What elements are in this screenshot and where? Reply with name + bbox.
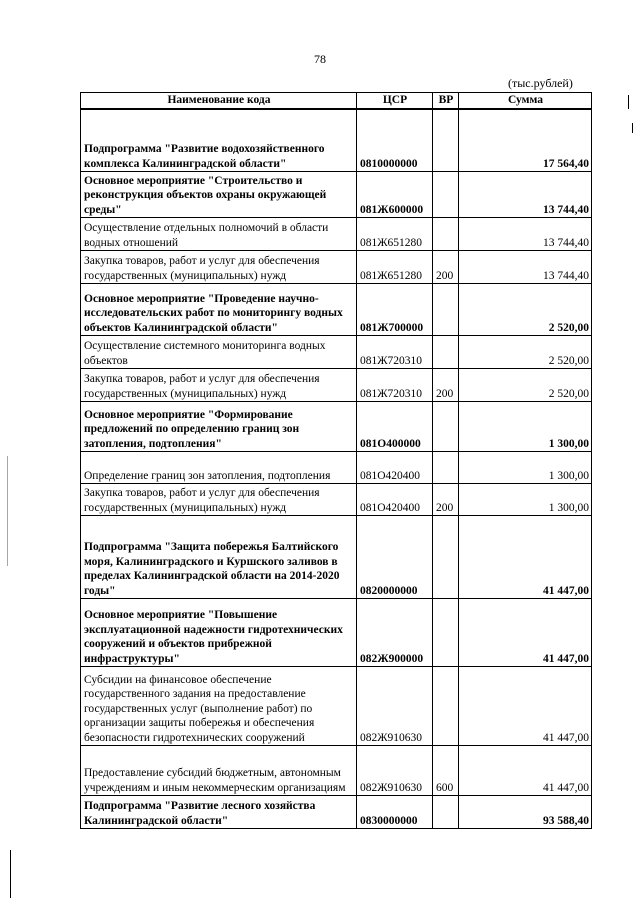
cell-sum: 13 744,40	[459, 218, 592, 251]
cell-vr: 600	[433, 746, 459, 796]
table-row	[81, 516, 592, 599]
cell-sum: 17 564,40	[459, 109, 592, 172]
cell-name: Предоставление субсидий бюджетным, автономным учреждениям и иным некоммерческим организациям	[81, 746, 357, 796]
cell-csr: 082Ж910630	[357, 746, 433, 796]
cell-vr	[433, 284, 459, 336]
table-row	[81, 172, 592, 218]
cell-sum: 41 447,00	[459, 516, 592, 599]
cell-csr: 081Ж600000	[357, 172, 433, 218]
table-row	[81, 218, 592, 251]
header-vr: ВР	[433, 93, 459, 109]
cell-csr: 081Ж720310	[357, 336, 433, 369]
cell-name: Осуществление системного мониторинга водных объектов	[81, 336, 357, 369]
cell-vr: 200	[433, 251, 459, 284]
cell-csr: 0820000000	[357, 516, 433, 599]
cell-vr	[433, 796, 459, 829]
table-row	[81, 251, 592, 284]
header-csr: ЦСР	[357, 93, 433, 109]
cell-vr	[433, 516, 459, 599]
cell-vr	[433, 667, 459, 746]
cell-sum: 41 447,00	[459, 667, 592, 746]
header-sum: Сумма	[459, 93, 592, 109]
cell-csr: 081О400000	[357, 402, 433, 452]
cell-name: Основное мероприятие "Проведение научно-исследовательских работ по мониторингу водных объектов Калининградской области"	[81, 284, 357, 336]
cell-name: Основное мероприятие "Повышение эксплуатационной надежности гидротехнических сооружений и объектов прибрежной инфраструктуры"	[81, 599, 357, 667]
cell-name: Основное мероприятие "Строительство и реконструкция объектов охраны окружающей среды"	[81, 172, 357, 218]
cell-sum: 41 447,00	[459, 746, 592, 796]
cell-name: Подпрограмма "Развитие лесного хозяйства Калининградской области"	[81, 796, 357, 829]
cell-vr	[433, 336, 459, 369]
cell-csr: 0810000000	[357, 109, 433, 172]
cell-sum: 2 520,00	[459, 369, 592, 402]
cell-sum: 93 588,40	[459, 796, 592, 829]
budget-table	[80, 92, 592, 829]
cell-csr: 082Ж910630	[357, 667, 433, 746]
header-name: Наименование кода	[81, 93, 357, 109]
cell-vr	[433, 402, 459, 452]
cell-vr: 200	[433, 369, 459, 402]
cell-name: Подпрограмма "Развитие водохозяйственного комплекса Калининградской области"	[81, 109, 357, 172]
cell-sum: 41 447,00	[459, 599, 592, 667]
table-row	[81, 599, 592, 667]
page-number: 78	[314, 52, 326, 66]
cell-vr: 200	[433, 484, 459, 516]
table-row	[81, 796, 592, 829]
cell-csr: 081Ж651280	[357, 251, 433, 284]
cell-name: Подпрограмма "Защита побережья Балтийского моря, Калининградского и Куршского заливов в пределах Калининградской области на 2014-2020 годы"	[81, 516, 357, 599]
table-row	[81, 336, 592, 369]
cell-vr	[433, 172, 459, 218]
cell-csr: 081Ж651280	[357, 218, 433, 251]
cell-sum: 1 300,00	[459, 452, 592, 484]
scan-edge-mark	[7, 456, 8, 566]
cell-csr: 081Ж700000	[357, 284, 433, 336]
table-header-row	[81, 93, 592, 109]
cell-csr: 081Ж720310	[357, 369, 433, 402]
table-row	[81, 452, 592, 484]
cell-csr: 082Ж900000	[357, 599, 433, 667]
cell-name: Закупка товаров, работ и услуг для обеспечения государственных (муниципальных) нужд	[81, 369, 357, 402]
table-row	[81, 109, 592, 172]
cell-name: Основное мероприятие "Формирование предложений по определению границ зон затопления, подтопления"	[81, 402, 357, 452]
cell-vr	[433, 109, 459, 172]
cell-sum: 2 520,00	[459, 284, 592, 336]
scan-edge-mark	[632, 123, 633, 133]
table-row	[81, 369, 592, 402]
table-row	[81, 667, 592, 746]
table-row	[81, 484, 592, 516]
cell-vr	[433, 452, 459, 484]
cell-name: Определение границ зон затопления, подтопления	[81, 452, 357, 484]
cell-sum: 1 300,00	[459, 402, 592, 452]
cell-csr: 081О420400	[357, 452, 433, 484]
scan-edge-mark	[628, 95, 629, 109]
cell-csr: 0830000000	[357, 796, 433, 829]
units-label: (тыс.рублей)	[508, 76, 573, 90]
cell-sum: 13 744,40	[459, 251, 592, 284]
table-row	[81, 402, 592, 452]
cell-sum: 2 520,00	[459, 336, 592, 369]
cell-csr: 081О420400	[357, 484, 433, 516]
cell-sum: 13 744,40	[459, 172, 592, 218]
table-row	[81, 746, 592, 796]
cell-name: Осуществление отдельных полномочий в области водных отношений	[81, 218, 357, 251]
cell-vr	[433, 218, 459, 251]
cell-name: Закупка товаров, работ и услуг для обеспечения государственных (муниципальных) нужд	[81, 484, 357, 516]
cell-name: Закупка товаров, работ и услуг для обеспечения государственных (муниципальных) нужд	[81, 251, 357, 284]
table-row	[81, 284, 592, 336]
scan-edge-mark	[10, 850, 11, 898]
cell-vr	[433, 599, 459, 667]
cell-sum: 1 300,00	[459, 484, 592, 516]
cell-name: Субсидии на финансовое обеспечение государственного задания на предоставление государственных услуг (выполнение работ) по организации защиты побережья и обеспечения безопасности гидротехнических сооружений	[81, 667, 357, 746]
